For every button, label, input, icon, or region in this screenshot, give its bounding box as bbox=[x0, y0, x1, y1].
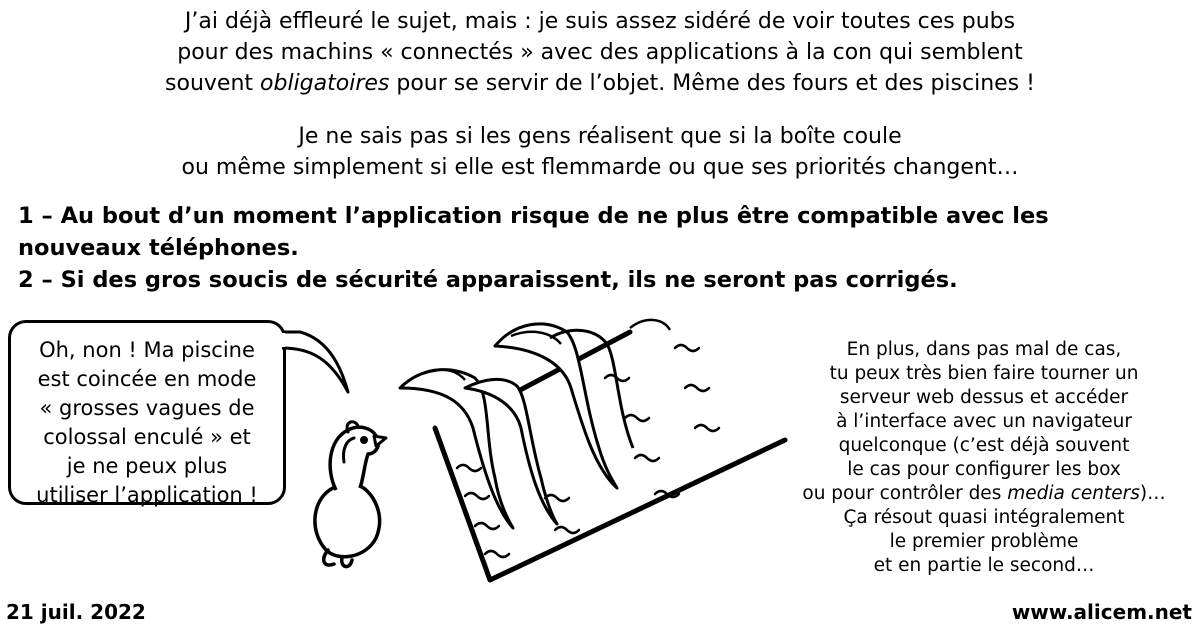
bubble-line: est coincée en mode bbox=[37, 367, 257, 391]
side-note-line: le cas pour configurer les box bbox=[847, 459, 1121, 480]
site-url[interactable]: www.alicem.net bbox=[1011, 600, 1192, 624]
bubble-line: utiliser l’application ! bbox=[36, 483, 258, 507]
bird-icon bbox=[298, 410, 398, 570]
side-note bbox=[772, 338, 1196, 578]
side-note-line: Ça résout quasi intégralement bbox=[843, 507, 1125, 528]
side-note-line bbox=[772, 482, 1196, 506]
side-note-line: et en partie le second… bbox=[873, 555, 1095, 576]
point-2: 2 – Si des gros soucis de sécurité apparaissent, ils ne seront pas corrigés. bbox=[18, 267, 958, 293]
side-note-line: le premier problème bbox=[889, 531, 1079, 552]
intro-text-run: pour se servir de l’objet. Même des fours et des piscines ! bbox=[389, 71, 1035, 96]
intro-line bbox=[0, 68, 1200, 99]
point-1: 1 – Au bout d’un moment l’application risque de ne plus être compatible avec les nouveaux téléphones. bbox=[18, 203, 1049, 261]
emphasis-media-centers: media centers bbox=[1007, 483, 1140, 504]
speech-bubble bbox=[8, 320, 286, 505]
side-note-line: En plus, dans pas mal de cas, bbox=[846, 339, 1122, 360]
numbered-points bbox=[18, 200, 1158, 296]
intro-line: J’ai déjà effleuré le sujet, mais : je suis assez sidéré de voir toutes ces pubs bbox=[184, 9, 1016, 34]
bubble-line: colossal enculé » et bbox=[43, 425, 251, 449]
side-note-line: tu peux très bien faire tourner un bbox=[829, 363, 1139, 384]
bubble-line: Oh, non ! Ma piscine bbox=[39, 338, 255, 362]
intro-paragraph-2 bbox=[0, 121, 1200, 183]
side-note-text-run: )… bbox=[1139, 483, 1166, 504]
intro-line: pour des machins « connectés » avec des applications à la con qui semblent bbox=[177, 40, 1023, 65]
intro-text-run: souvent bbox=[165, 71, 261, 96]
publication-date: 21 juil. 2022 bbox=[6, 600, 146, 624]
speech-bubble-tail bbox=[280, 320, 360, 400]
intro-paragraph-1 bbox=[0, 6, 1200, 99]
intro-line: ou même simplement si elle est flemmarde ou que ses priorités changent… bbox=[181, 155, 1019, 180]
bubble-line: je ne peux plus bbox=[66, 454, 228, 478]
intro-text bbox=[0, 6, 1200, 183]
side-note-line: à l’interface avec un navigateur bbox=[836, 411, 1132, 432]
intro-line: Je ne sais pas si les gens réalisent que si la boîte coule bbox=[298, 124, 902, 149]
bubble-line: « grosses vagues de bbox=[39, 396, 255, 420]
side-note-line: quelconque (c’est déjà souvent bbox=[838, 435, 1130, 456]
side-note-text-run: ou pour contrôler des bbox=[802, 483, 1008, 504]
side-note-line: serveur web dessus et accéder bbox=[839, 387, 1129, 408]
emphasis-obligatoires: obligatoires bbox=[260, 71, 390, 96]
pool-waves-icon bbox=[395, 318, 795, 588]
